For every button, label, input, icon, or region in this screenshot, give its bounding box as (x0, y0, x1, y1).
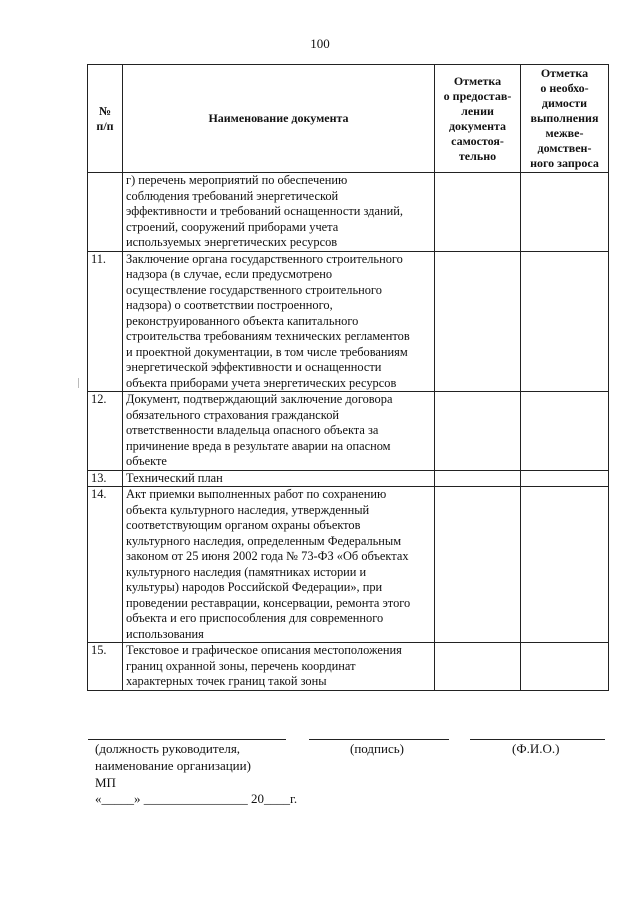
table-row (88, 470, 609, 487)
self-cell[interactable] (435, 392, 521, 471)
table-row (88, 251, 609, 392)
interagency-cell[interactable] (521, 470, 609, 487)
table-row (88, 392, 609, 471)
self-cell[interactable] (435, 643, 521, 691)
header-name: Наименование документа (123, 65, 435, 173)
page-number: 100 (310, 36, 330, 51)
row-text: Документ, подтверждающий заключение договора обязательного страхования гражданской ответственности владельца опасного объекта за причинение вреда в результате аварии на опасном объекте (123, 392, 435, 471)
self-cell[interactable] (435, 487, 521, 643)
row-number: 13. (88, 470, 123, 487)
row-number: 11. (88, 251, 123, 392)
interagency-cell[interactable] (521, 251, 609, 392)
header-self: Отметка о предостав- лении документа самостоя- тельно (435, 65, 521, 173)
self-cell[interactable] (435, 173, 521, 252)
stamp-place-label: МП (95, 775, 116, 790)
date-line: «_____» ________________ 20____г. (95, 791, 298, 806)
interagency-cell[interactable] (521, 173, 609, 252)
interagency-cell[interactable] (521, 392, 609, 471)
interagency-cell[interactable] (521, 643, 609, 691)
header-num: № п/п (88, 65, 123, 173)
sign-label: (подпись) (350, 741, 404, 756)
table-header-row (88, 65, 609, 173)
self-cell[interactable] (435, 470, 521, 487)
row-text: Текстовое и графическое описания местоположения границ охранной зоны, перечень координат характерных точек границ такой зоны (123, 643, 435, 691)
row-text: Акт приемки выполненных работ по сохранению объекта культурного наследия, утвержденный соответствующим органом охраны объектов культурного наследия, определенным Федеральным законом от 25 июня 2002 года № 73-ФЗ «Об объектах культурного наследия (памятниках истории и культуры) народов Российской Федерации», при проведении реставрации, консервации, ремонта этого объекта и его приспособления для современного использования (123, 487, 435, 643)
row-text: Заключение органа государственного строительного надзора (в случае, если предусмотрено осуществление государственного строительного надзора) о соответствии построенного, реконструированного объекта капитального строительства требованиям технических регламентов и проектной документации, в том числе требованиям энергетической эффективности и оснащенности объекта приборами учета энергетических ресурсов (123, 251, 435, 392)
table-row (88, 487, 609, 643)
documents-table (87, 64, 609, 691)
position-label: (должность руководителя, наименование организации) (95, 741, 251, 773)
fio-label: (Ф.И.О.) (512, 741, 560, 756)
row-number: 12. (88, 392, 123, 471)
table-row (88, 173, 609, 252)
row-number (88, 173, 123, 252)
interagency-cell[interactable] (521, 487, 609, 643)
header-interagency: Отметка о необхо- димости выполнения межве- домствен- ного запроса (521, 65, 609, 173)
row-number: 15. (88, 643, 123, 691)
row-text: г) перечень мероприятий по обеспечению соблюдения требований энергетической эффективности и требований оснащенности зданий, строений, сооружений приборами учета используемых энергетических ресурсов (123, 173, 435, 252)
row-text: Технический план (123, 470, 435, 487)
table-row (88, 643, 609, 691)
self-cell[interactable] (435, 251, 521, 392)
margin-mark (78, 378, 79, 388)
row-number: 14. (88, 487, 123, 643)
